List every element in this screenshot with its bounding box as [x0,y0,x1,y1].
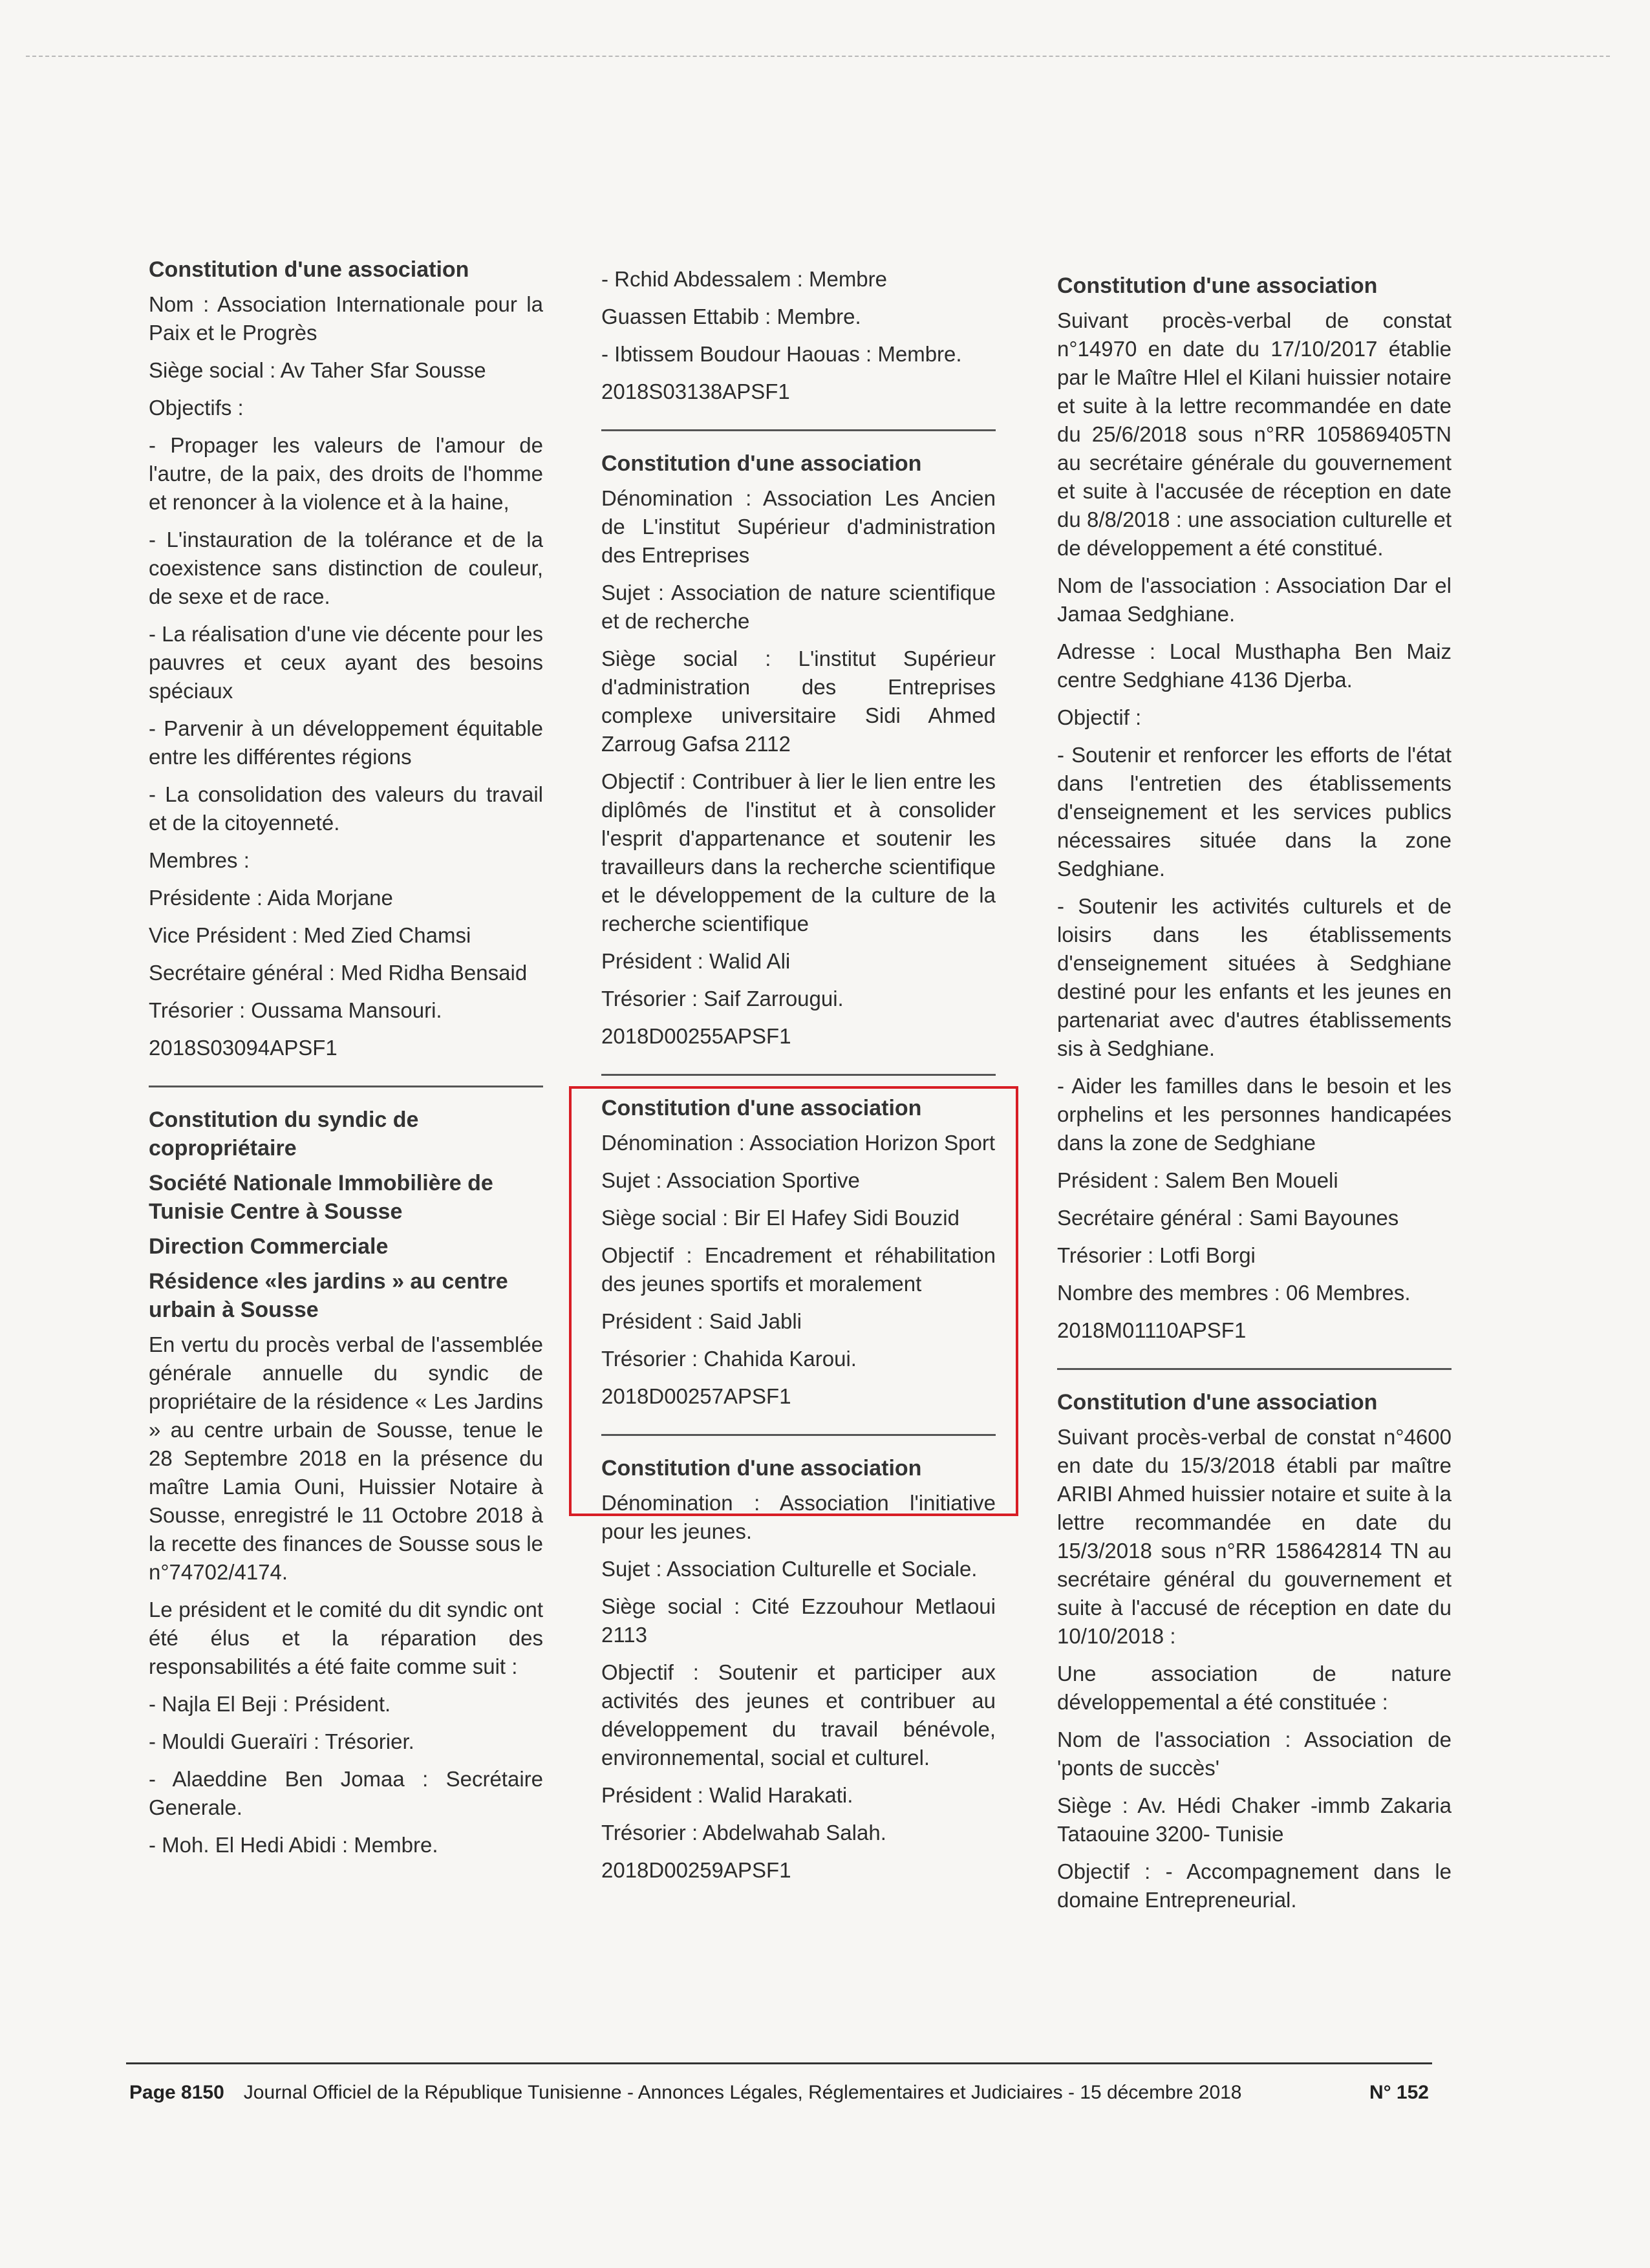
issue-number: N° 152 [1369,2082,1429,2103]
announcement-initiative-jeunes [601,1454,996,1885]
text-line: Sujet : Association Sportive [601,1168,860,1192]
text-line: Nombre des membres : 06 Membres. [1057,1281,1411,1305]
announcement-isae-gafsa [601,449,996,1051]
announcement-title: Constitution d'une association [1057,1390,1378,1415]
reference-code: 2018D00257APSF1 [601,1384,791,1408]
text-line: - Mouldi Gueraïri : Trésorier. [149,1729,414,1753]
footer-rule [126,2062,1432,2064]
text-line: - Soutenir et renforcer les efforts de l'état dans l'entretien des établissements d'enseignement et les services publics nécessaires située dans la zone Sedghiane. [1057,743,1452,881]
text-line: Trésorier : Lotfi Borgi [1057,1243,1256,1267]
announcement-title: Constitution d'une association [1057,273,1378,298]
text-line: Siège social : Av Taher Sfar Sousse [149,358,486,382]
announcement-title: Constitution d'une association [601,1096,922,1120]
announcement-subtitle: Société Nationale Immobilière de Tunisie Centre à Sousse [149,1171,493,1224]
reference-code: 2018S03138APSF1 [601,380,790,403]
text-line: Guassen Ettabib : Membre. [601,305,861,328]
text-line: Sujet : Association de nature scientifique et de recherche [601,581,996,633]
text-line: Objectif : - Accompagnement dans le domaine Entrepreneurial. [1057,1859,1452,1912]
text-line: Trésorier : Chahida Karoui. [601,1347,857,1371]
text-line: Président : Said Jabli [601,1309,802,1333]
journal-title: Journal Officiel de la République Tunisienne - Annonces Légales, Réglementaires et Judiciaires - 15 décembre 2018 [243,2082,1242,2103]
highlight-box [569,1086,1018,1516]
text-line: Une association de nature développemental a été constituée : [1057,1662,1452,1714]
text-line: Adresse : Local Musthapha Ben Maiz centre Sedghiane 4136 Djerba. [1057,639,1452,692]
separator [149,1086,543,1087]
text-line: Le président et le comité du dit syndic ont été élus et la réparation des responsabilités a été faite comme suit : [149,1598,543,1678]
reference-code: 2018D00259APSF1 [601,1858,791,1882]
separator [601,429,996,431]
text-line: Président : Walid Ali [601,949,791,973]
text-line: - La réalisation d'une vie décente pour les pauvres et ceux ayant des besoins spéciaux [149,622,543,703]
announcement-dar-el-jamaa [1057,272,1452,1345]
text-line: Suivant procès-verbal de constat n°14970 en date du 17/10/2017 établie par le Maître Hlel el Kilani huissier notaire et suite à la lettre recommandée en date du 25/6/2018 sous n°RR 105869405TN au secrétaire générale du gouvernement et suite à l'accusée de réception en date du 8/8/2018 : une association culturelle et de développement a été constitué. [1057,308,1452,560]
text-line: - La consolidation des valeurs du travail et de la citoyenneté. [149,782,543,835]
announcement-internationale-paix [149,255,543,1062]
column-2 [601,265,996,1894]
text-line: Vice Président : Med Zied Chamsi [149,923,471,947]
text-line: Sujet : Association Culturelle et Sociale. [601,1557,978,1581]
announcement-title: Constitution du syndic de copropriétaire [149,1107,419,1161]
text-line: Présidente : Aida Morjane [149,886,393,910]
reference-code: 2018D00255APSF1 [601,1024,791,1048]
text-line: Trésorier : Oussama Mansouri. [149,998,442,1022]
column-1 [149,255,543,1868]
text-line: En vertu du procès verbal de l'assemblée générale annuelle du syndic de propriétaire de la résidence « Les Jardins » au centre urbain de Sousse, tenue le 28 Septembre 2018 en la présence du maître Lamia Ouni, Huissier Notaire à Sousse, enregistré le 11 Octobre 2018 à la recette des finances de Sousse sous le n°74702/4174. [149,1332,543,1584]
text-line: Objectif : [1057,705,1142,729]
text-line: - Alaeddine Ben Jomaa : Secrétaire Generale. [149,1767,543,1819]
text-line: - Moh. El Hedi Abidi : Membre. [149,1833,438,1857]
text-line: Objectif : Encadrement et réhabilitation des jeunes sportifs et moralement [601,1243,996,1296]
text-line: Nom de l'association : Association Dar el Jamaa Sedghiane. [1057,573,1452,626]
text-line: - Soutenir les activités culturels et de loisirs dans les établissements d'enseignement situées à Sedghiane destiné pour les enfants et les jeunes en partenariat avec d'autres établissements sis à Sedghiane. [1057,894,1452,1060]
text-line: Suivant procès-verbal de constat n°4600 en date du 15/3/2018 établi par maître ARIBI Ahmed huissier notaire et suite à la lettre recommandée en date du 15/3/2018 sous n°RR 158642814 TN au secrétaire général du gouvernement et suite à l'accusé de réception en date du 10/10/2018 : [1057,1425,1452,1648]
text-line: Siège social : L'institut Supérieur d'administration des Entreprises complexe universitaire Sidi Ahmed Zarroug Gafsa 2112 [601,647,996,756]
text-line: Objectifs : [149,396,244,420]
text-line: Trésorier : Abdelwahab Salah. [601,1821,886,1845]
announcement-title: Constitution d'une association [601,451,922,476]
text-line: Nom : Association Internationale pour la Paix et le Progrès [149,292,543,345]
text-line: Membres : [149,848,250,872]
announcement-subtitle: Direction Commerciale [149,1234,389,1259]
text-line: Président : Walid Harakati. [601,1783,853,1807]
text-line: Secrétaire général : Med Ridha Bensaid [149,961,528,985]
announcement-syndic [149,1106,543,1859]
text-line: Dénomination : Association Les Ancien de L'institut Supérieur d'administration des Entreprises [601,486,996,567]
separator [1057,1368,1452,1370]
text-line: - Rchid Abdessalem : Membre [601,267,888,291]
text-line: Nom de l'association : Association de 'ponts de succès' [1057,1728,1452,1780]
page-footer [129,2082,1429,2104]
separator [601,1074,996,1076]
text-line: Secrétaire général : Sami Bayounes [1057,1206,1399,1230]
reference-code: 2018M01110APSF1 [1057,1318,1247,1342]
text-line: Trésorier : Saif Zarrougui. [601,987,844,1011]
text-line: Siège social : Cité Ezzouhour Metlaoui 2113 [601,1594,996,1647]
announcement-continuation [601,265,996,406]
text-line: - Ibtissem Boudour Haouas : Membre. [601,342,962,366]
text-line: Siège : Av. Hédi Chaker -immb Zakaria Tataouine 3200- Tunisie [1057,1793,1452,1846]
text-line: Siège social : Bir El Hafey Sidi Bouzid [601,1206,959,1230]
text-line: - L'instauration de la tolérance et de la coexistence sans distinction de couleur, de sexe et de race. [149,528,543,608]
page-top-edge [26,56,1610,57]
text-line: Objectif : Soutenir et participer aux activités des jeunes et contribuer au développement du travail bénévole, environnemental, social et culturel. [601,1660,996,1770]
reference-code: 2018S03094APSF1 [149,1036,338,1060]
text-line: Président : Salem Ben Moueli [1057,1168,1338,1192]
text-line: - Najla El Beji : Président. [149,1692,391,1716]
text-line: Dénomination : Association l'initiative pour les jeunes. [601,1491,996,1543]
column-3 [1057,272,1452,1923]
text-line: - Parvenir à un développement équitable entre les différentes régions [149,716,543,769]
text-line: - Propager les valeurs de l'amour de l'autre, de la paix, des droits de l'homme et renoncer à la violence et à la haine, [149,433,543,514]
announcement-title: Constitution d'une association [149,257,469,282]
announcement-subtitle: Résidence «les jardins » au centre urbain à Sousse [149,1269,508,1322]
announcement-ponts-de-succes [1057,1388,1452,1914]
page-number: Page 8150 [129,2082,224,2103]
announcement-title: Constitution d'une association [601,1456,922,1481]
text-line: Dénomination : Association Horizon Sport [601,1131,995,1155]
text-line: - Aider les familles dans le besoin et les orphelins et les personnes handicapées dans la zone de Sedghiane [1057,1074,1452,1155]
text-line: Objectif : Contribuer à lier le lien entre les diplômés de l'institut et à consolider l'esprit d'appartenance et soutenir les travailleurs dans la recherche scientifique et le développement de la culture de la recherche scientifique [601,769,996,936]
